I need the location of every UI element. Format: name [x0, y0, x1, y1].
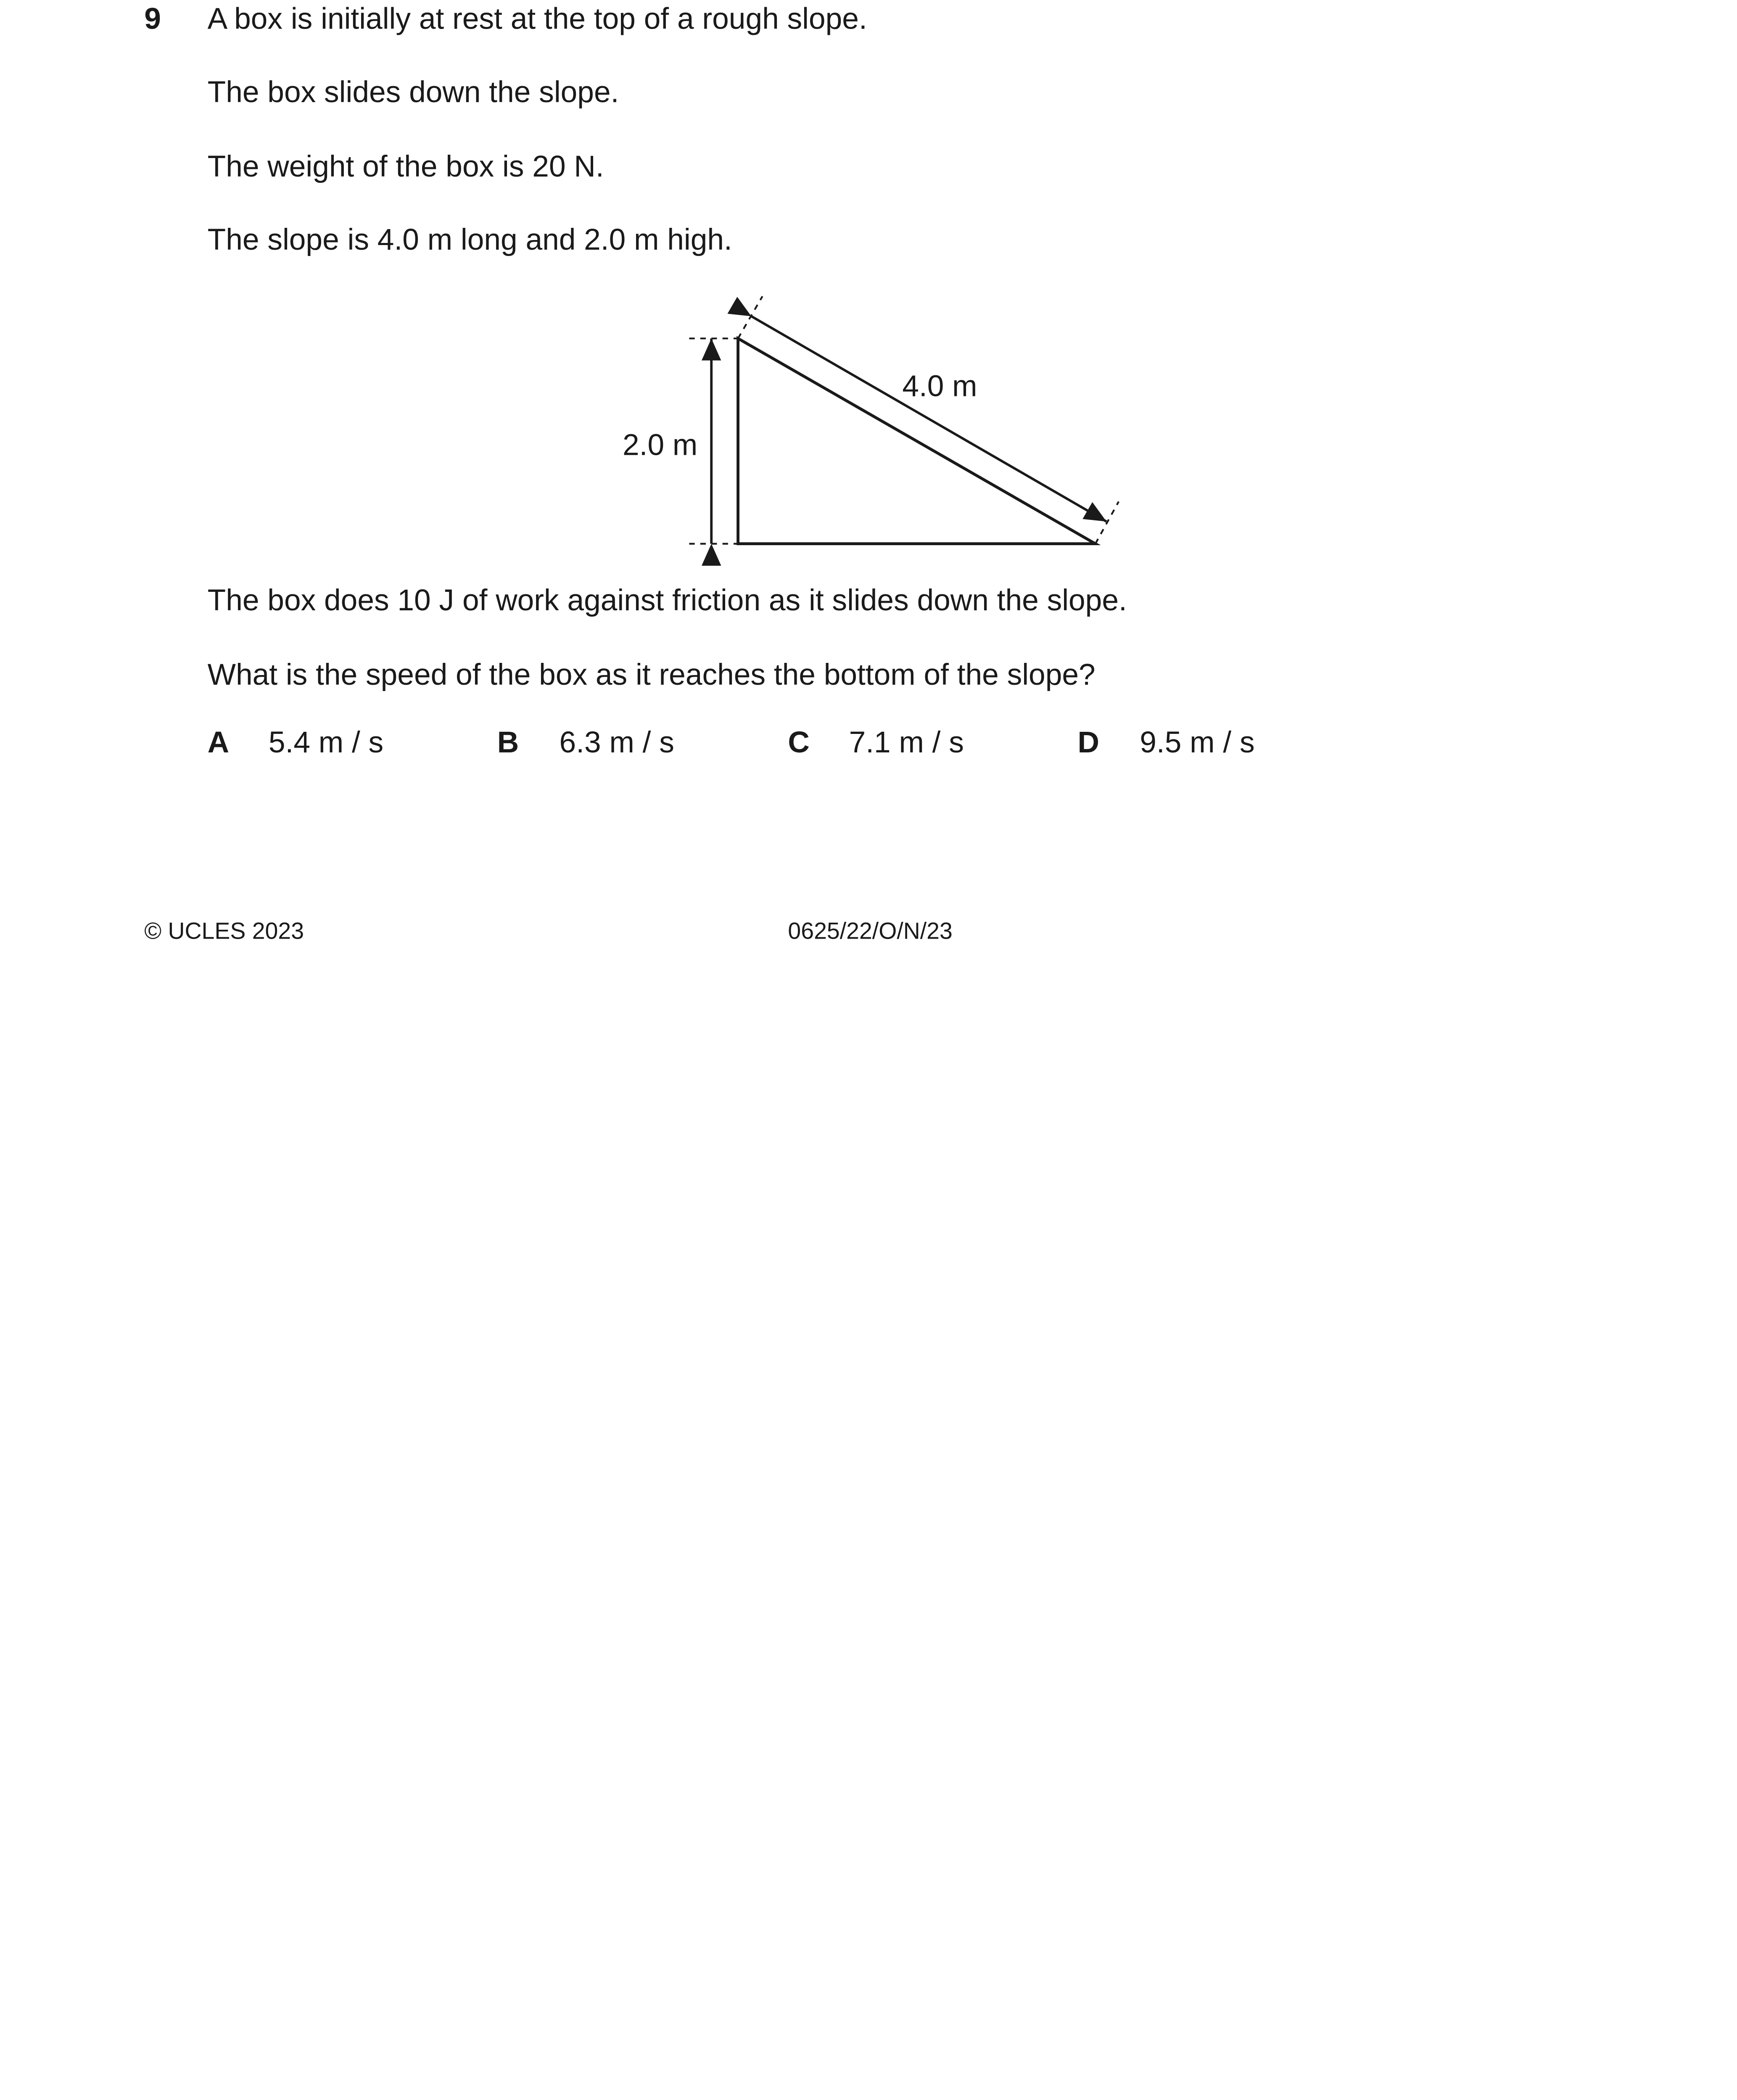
question-line-4: The slope is 4.0 m long and 2.0 m high. — [207, 223, 732, 256]
question-line-6: What is the speed of the box as it reaches the bottom of the slope? — [207, 658, 1096, 691]
length-arrow — [751, 316, 1106, 521]
option-a-letter: A — [207, 726, 230, 759]
option-c-letter: C — [788, 726, 810, 759]
question-line-3: The weight of the box is 20 N. — [207, 150, 604, 183]
length-label: 4.0 m — [902, 369, 977, 403]
question-line-5: The box does 10 J of work against friction as it slides down the slope. — [207, 583, 1127, 617]
option-d-value: 9.5 m / s — [1140, 726, 1255, 759]
question-line-1: A box is initially at rest at the top of a rough slope. — [207, 2, 867, 36]
option-b-value: 6.3 m / s — [559, 726, 674, 759]
option-d-letter: D — [1077, 726, 1099, 759]
question-line-2: The box slides down the slope. — [207, 75, 619, 109]
height-label: 2.0 m — [623, 428, 698, 462]
option-a-value: 5.4 m / s — [268, 726, 384, 759]
footer-paper-code: 0625/22/O/N/23 — [788, 918, 953, 944]
question-number: 9 — [144, 2, 161, 36]
length-dash-top — [738, 296, 763, 338]
option-c-value: 7.1 m / s — [849, 726, 964, 759]
option-b-letter: B — [497, 726, 519, 759]
length-dash-bottom — [1096, 501, 1119, 543]
footer-copyright: © UCLES 2023 — [144, 918, 304, 944]
slope-diagram — [0, 0, 1221, 577]
